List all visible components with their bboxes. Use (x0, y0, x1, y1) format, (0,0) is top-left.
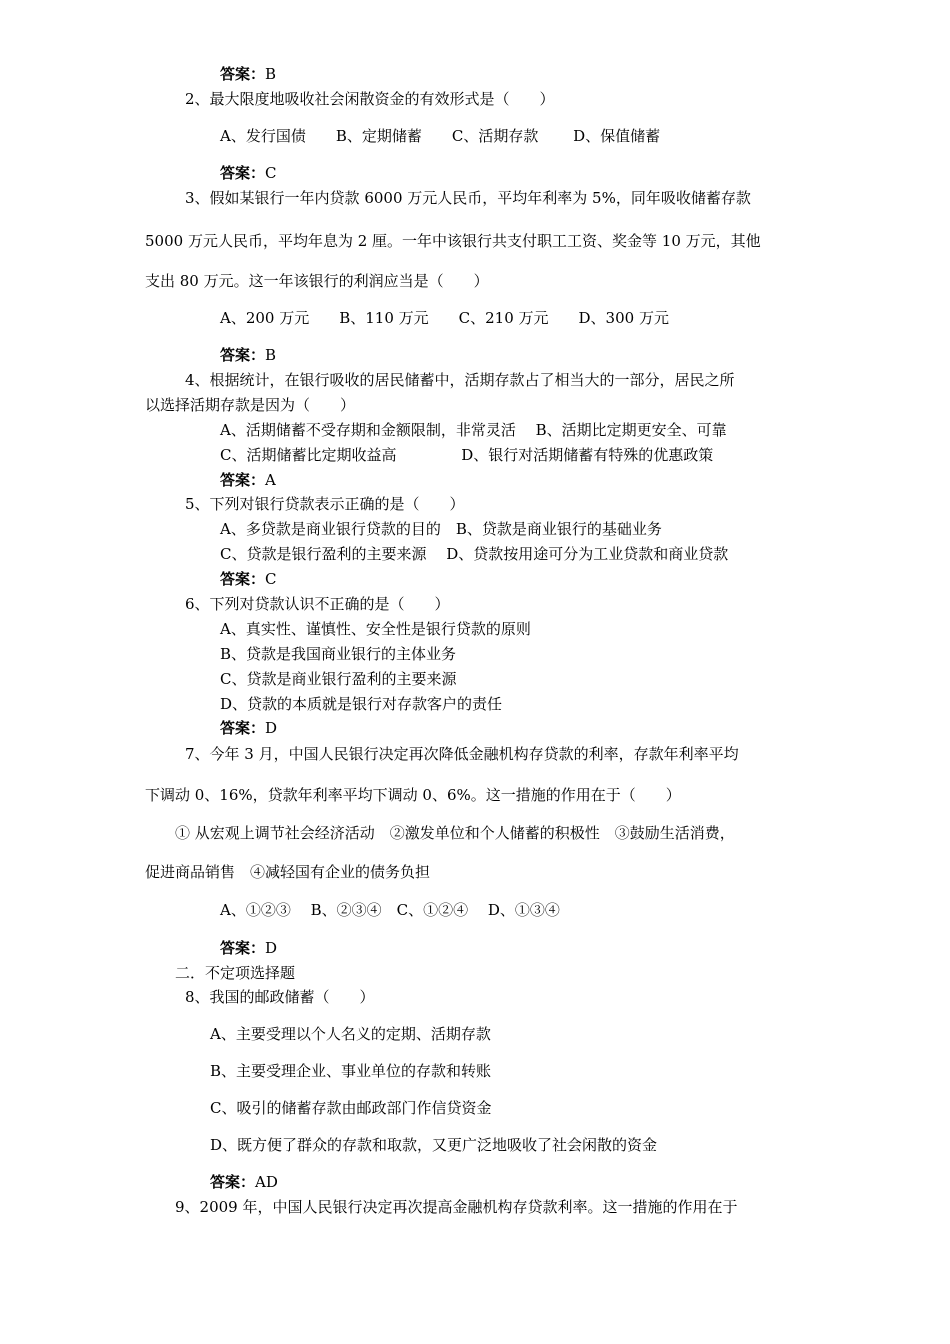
circled-list-line: ① 从宏观上调节社会经济活动 ②激发单位和个人储蓄的积极性 ③鼓励生活消费， (175, 824, 735, 842)
circled-list-continuation: 促进商品销售 ④减轻国有企业的债务负担 (145, 863, 431, 881)
options-line: A、活期储蓄不受存期和金额限制，非常灵活 B、活期比定期更安全、可靠 (220, 421, 727, 439)
question-3-continuation: 5000 万元人民币，平均年息为 2 厘。一年中该银行共支付职工工资、奖金等 10 万元，其他 (145, 232, 761, 250)
question-4-continuation: 以选择活期存款是因为（ ） (145, 396, 356, 414)
answer-line: 答案：C (220, 570, 277, 588)
answer-line: 答案：AD (210, 1173, 278, 1191)
options-line: A、200 万元 B、110 万元 C、210 万元 D、300 万元 (220, 309, 669, 327)
question-9: 9、2009 年，中国人民银行决定再次提高金融机构存贷款利率。这一措施的作用在于 (175, 1198, 738, 1216)
options-line: C、活期储蓄比定期收益高 D、银行对活期储蓄有特殊的优惠政策 (220, 446, 714, 464)
options-line: A、发行国债 B、定期储蓄 C、活期存款 D、保值储蓄 (220, 127, 661, 145)
question-6: 6、下列对贷款认识不正确的是（ ） (185, 595, 450, 613)
section-heading: 二．不定项选择题 (175, 964, 296, 982)
options-line: C、贷款是商业银行盈利的主要来源 (220, 670, 457, 688)
options-line: D、贷款的本质就是银行对存款客户的责任 (220, 695, 503, 713)
answer-line: 答案：D (220, 939, 278, 957)
options-line: A、真实性、谨慎性、安全性是银行贷款的原则 (220, 620, 531, 638)
options-line: C、吸引的储蓄存款由邮政部门作信贷资金 (210, 1099, 492, 1117)
question-4: 4、根据统计，在银行吸收的居民储蓄中，活期存款占了相当大的一部分，居民之所 (185, 371, 735, 389)
answer-line: 答案：B (220, 346, 277, 364)
question-3-continuation: 支出 80 万元。这一年该银行的利润应当是（ ） (145, 272, 489, 290)
question-2: 2、最大限度地吸收社会闲散资金的有效形式是（ ） (185, 90, 555, 108)
answer-line: 答案：D (220, 719, 278, 737)
answer-line: 答案：A (220, 471, 276, 489)
options-line: A、①②③ B、②③④ C、①②④ D、①③④ (220, 901, 560, 919)
options-line: D、既方便了群众的存款和取款，又更广泛地吸收了社会闲散的资金 (210, 1136, 658, 1154)
question-3: 3、假如某银行一年内贷款 6000 万元人民币，平均年利率为 5%，同年吸收储蓄存款 (185, 189, 751, 207)
options-line: A、多贷款是商业银行贷款的目的 B、贷款是商业银行的基础业务 (220, 520, 662, 538)
question-7: 7、今年 3 月，中国人民银行决定再次降低金融机构存贷款的利率，存款年利率平均 (185, 745, 739, 763)
answer-line: 答案：B (220, 65, 277, 83)
options-line: A、主要受理以个人名义的定期、活期存款 (210, 1025, 491, 1043)
question-8: 8、我国的邮政储蓄（ ） (185, 988, 375, 1006)
question-5: 5、下列对银行贷款表示正确的是（ ） (185, 495, 465, 513)
options-line: B、主要受理企业、事业单位的存款和转账 (210, 1062, 492, 1080)
question-7-continuation: 下调动 0、16%，贷款年利率平均下调动 0、6%。这一措施的作用在于（ ） (145, 786, 681, 804)
answer-line: 答案：C (220, 164, 277, 182)
options-line: C、贷款是银行盈利的主要来源 D、贷款按用途可分为工业贷款和商业贷款 (220, 545, 729, 563)
options-line: B、贷款是我国商业银行的主体业务 (220, 645, 457, 663)
